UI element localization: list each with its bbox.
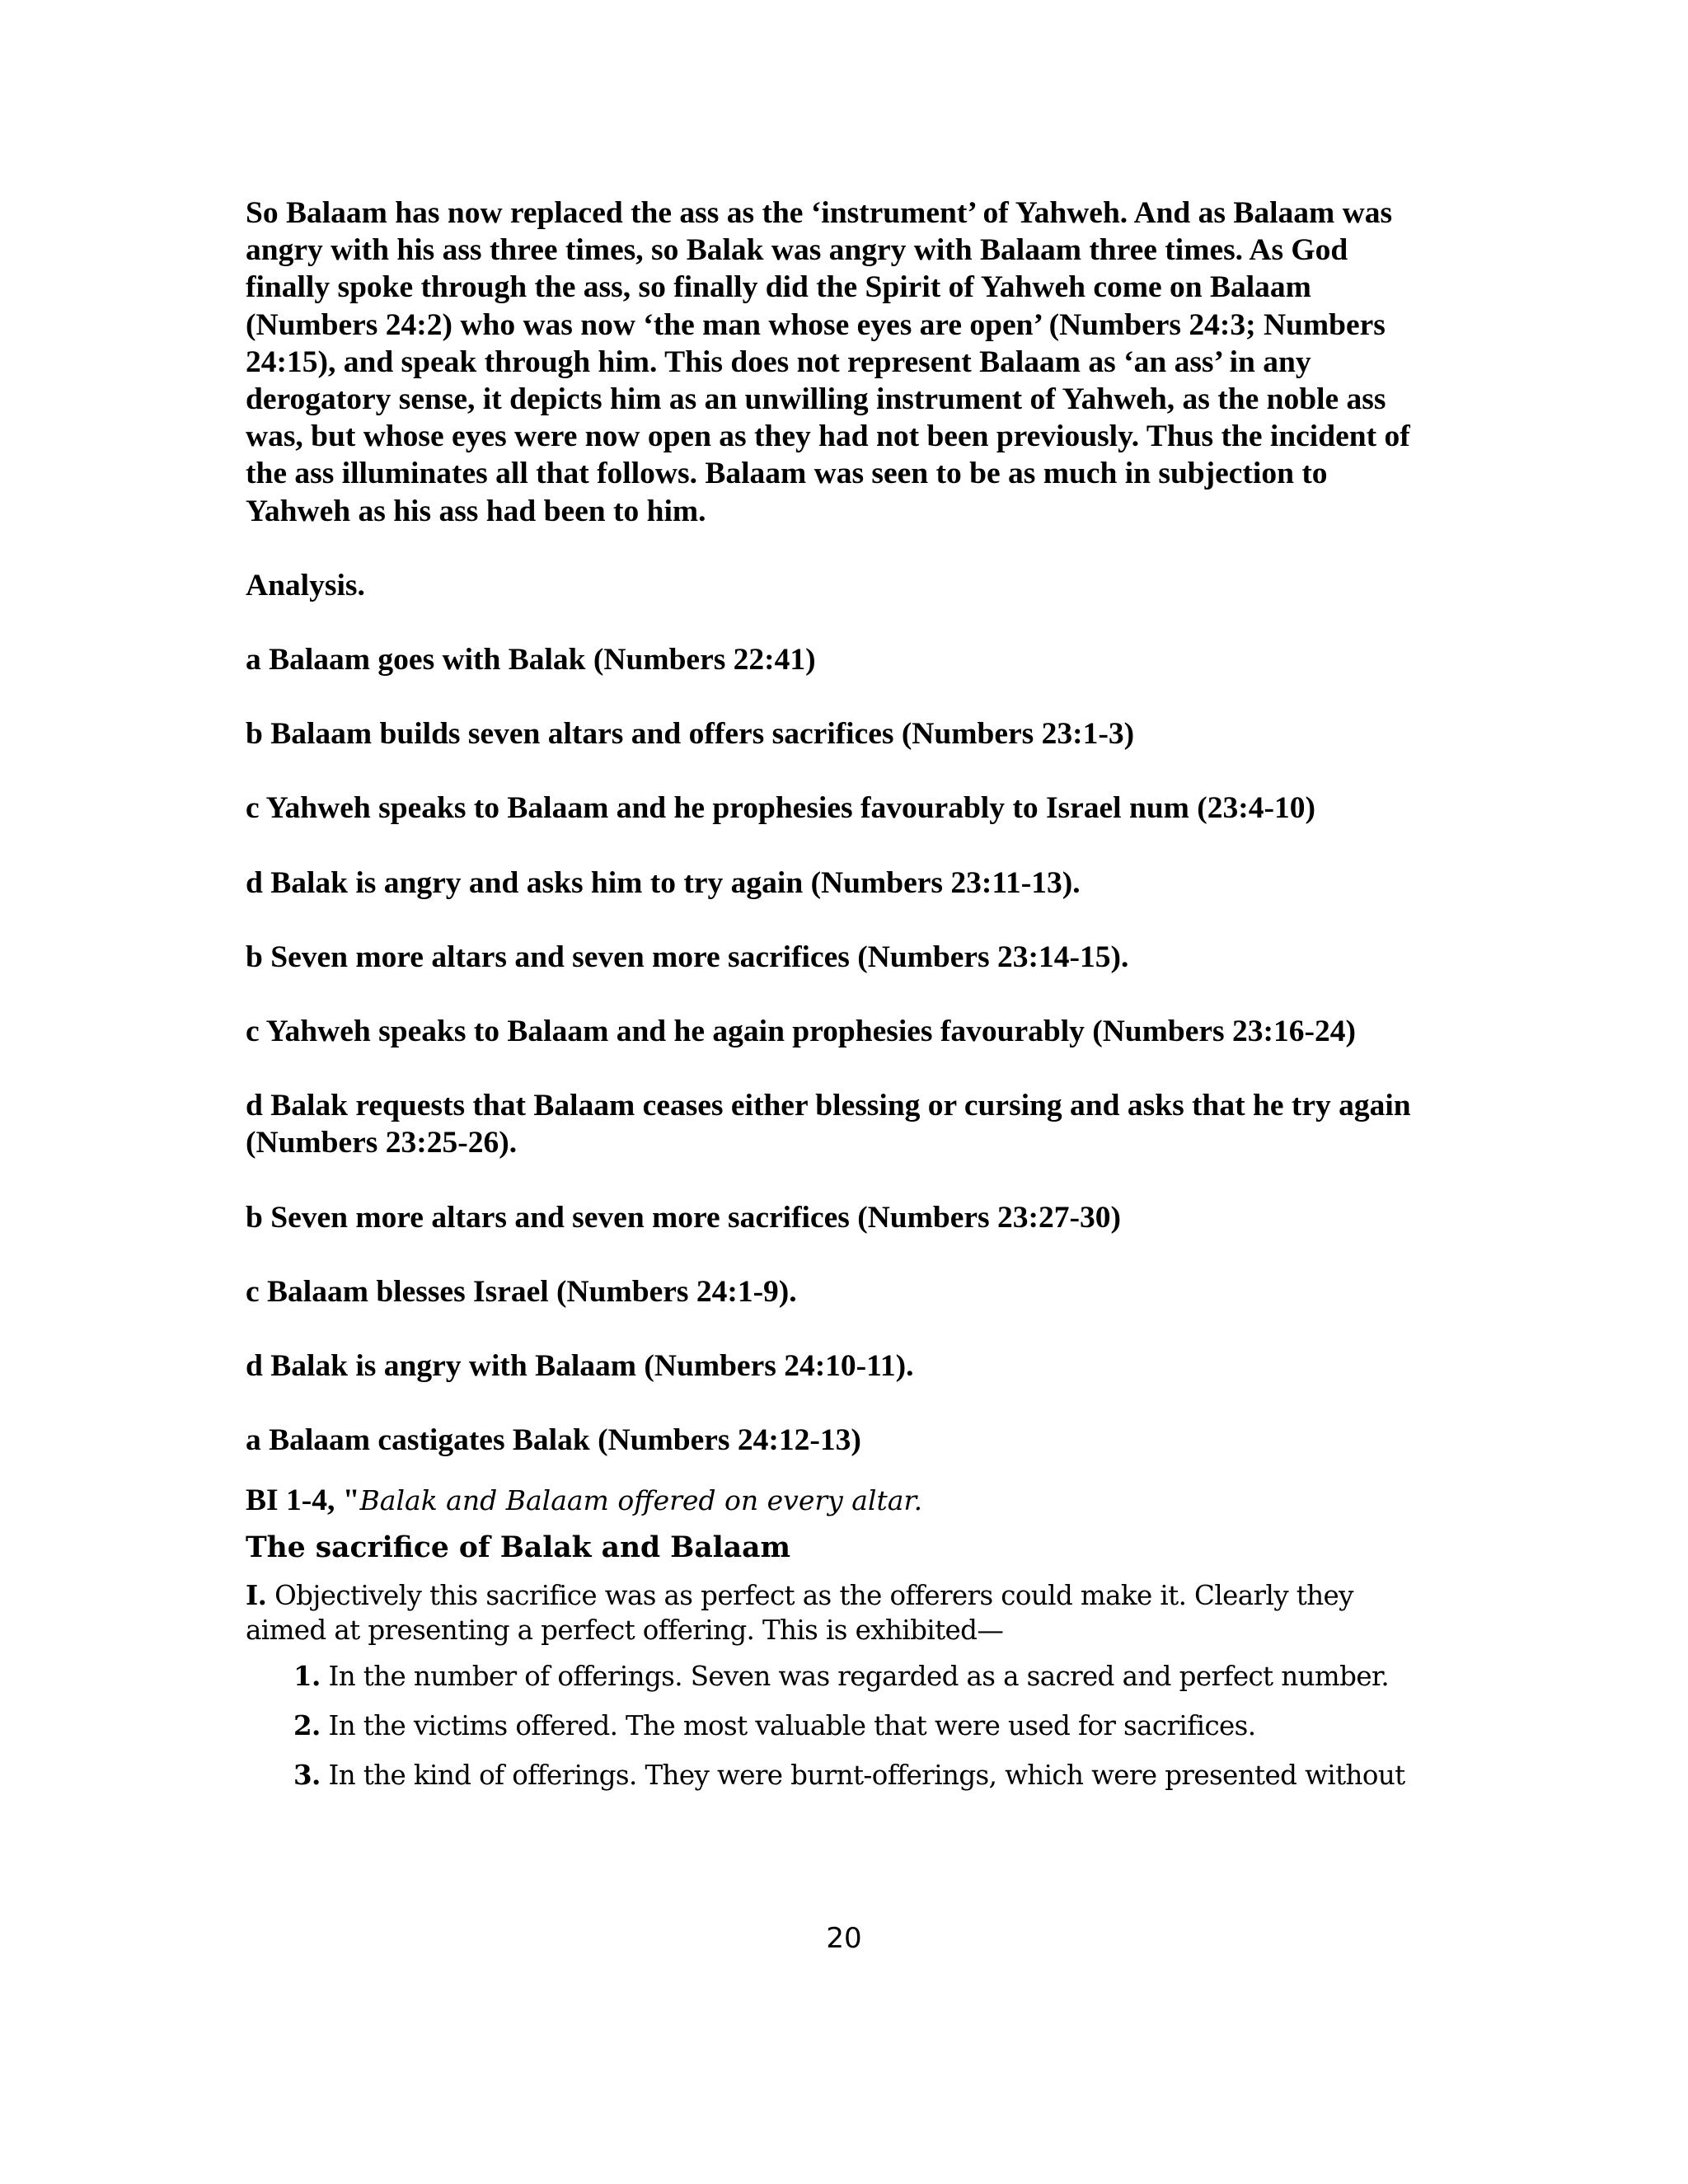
point-one-text: Objectively this sacrifice was as perfect as the offerers could make it. Clearly they aimed at presenting a perfect offering. This is exhibited— bbox=[246, 1580, 1353, 1647]
sub-point-number: 1. bbox=[293, 1660, 321, 1693]
outline-item: a Balaam goes with Balak (Numbers 22:41) bbox=[246, 643, 816, 677]
sub-point-text: In the number of offerings. Seven was regarded as a sacred and perfect number. bbox=[328, 1661, 1390, 1693]
sub-point bbox=[293, 1708, 1432, 1743]
bi-reference: BI 1-4, " bbox=[246, 1483, 360, 1518]
page-number: 20 bbox=[826, 1922, 862, 1955]
sub-point bbox=[293, 1758, 1432, 1793]
outline-item: d Balak requests that Balaam ceases either blessing or cursing and asks that he try again (Numbers 23:25-26). bbox=[246, 1089, 1411, 1160]
outline-item: d Balak is angry and asks him to try again (Numbers 23:11-13). bbox=[246, 865, 1081, 900]
outline-item: c Yahweh speaks to Balaam and he again prophesies favourably (Numbers 23:16-24) bbox=[246, 1015, 1356, 1049]
outline-item: c Yahweh speaks to Balaam and he prophesies favourably to Israel num (23:4-10) bbox=[246, 791, 1315, 826]
bi-quote: Balak and Balaam offered on every altar. bbox=[359, 1484, 923, 1517]
sub-point bbox=[293, 1659, 1432, 1694]
analysis-heading: Analysis. bbox=[246, 568, 365, 602]
outline-item: b Seven more altars and seven more sacrifices (Numbers 23:14-15). bbox=[246, 940, 1129, 974]
section-title: The sacrifice of Balak and Balaam bbox=[246, 1531, 790, 1565]
point-one bbox=[246, 1578, 1432, 1647]
outline-item: b Seven more altars and seven more sacrifices (Numbers 23:27-30) bbox=[246, 1200, 1121, 1235]
outline-item: c Balaam blesses Israel (Numbers 24:1-9). bbox=[246, 1274, 797, 1309]
analysis-outline bbox=[246, 641, 1432, 1459]
sub-point-text: In the kind of offerings. They were burnt-offerings, which were presented without bbox=[328, 1760, 1405, 1792]
sub-points-list bbox=[246, 1659, 1432, 1793]
outline-item: d Balak is angry with Balaam (Numbers 24:10-11). bbox=[246, 1349, 914, 1384]
outline-item: b Balaam builds seven altars and offers sacrifices (Numbers 23:1-3) bbox=[246, 717, 1135, 752]
sub-point-number: 2. bbox=[293, 1709, 321, 1742]
intro-paragraph: So Balaam has now replaced the ass as the ‘instrument’ of Yahweh. And as Balaam was angry with his ass three times, so Balak was angry with Balaam three times. As God finally spoke through the ass, so finally did the Spirit of Yahweh come on Balaam (Numbers 24:2) who was now ‘the man whose eyes are open’ (Numbers 24:3; Numbers 24:15), and speak through him. This does not represent Balaam as ‘an ass’ in any derogatory sense, it depicts him as an unwilling instrument of Yahweh, as the noble ass was, but whose eyes were now open as they had not been previously. Thus the incident of the ass illuminates all that follows. Balaam was seen to be as much in subjection to Yahweh as his ass had been to him. bbox=[246, 196, 1410, 528]
document-page bbox=[246, 194, 1432, 1807]
outline-item: a Balaam castigates Balak (Numbers 24:12-13) bbox=[246, 1423, 861, 1458]
point-one-number: I. bbox=[246, 1579, 267, 1612]
sub-point-text: In the victims offered. The most valuable that were used for sacrifices. bbox=[328, 1710, 1256, 1742]
sub-point-number: 3. bbox=[293, 1759, 321, 1792]
bi-citation bbox=[246, 1482, 1432, 1519]
